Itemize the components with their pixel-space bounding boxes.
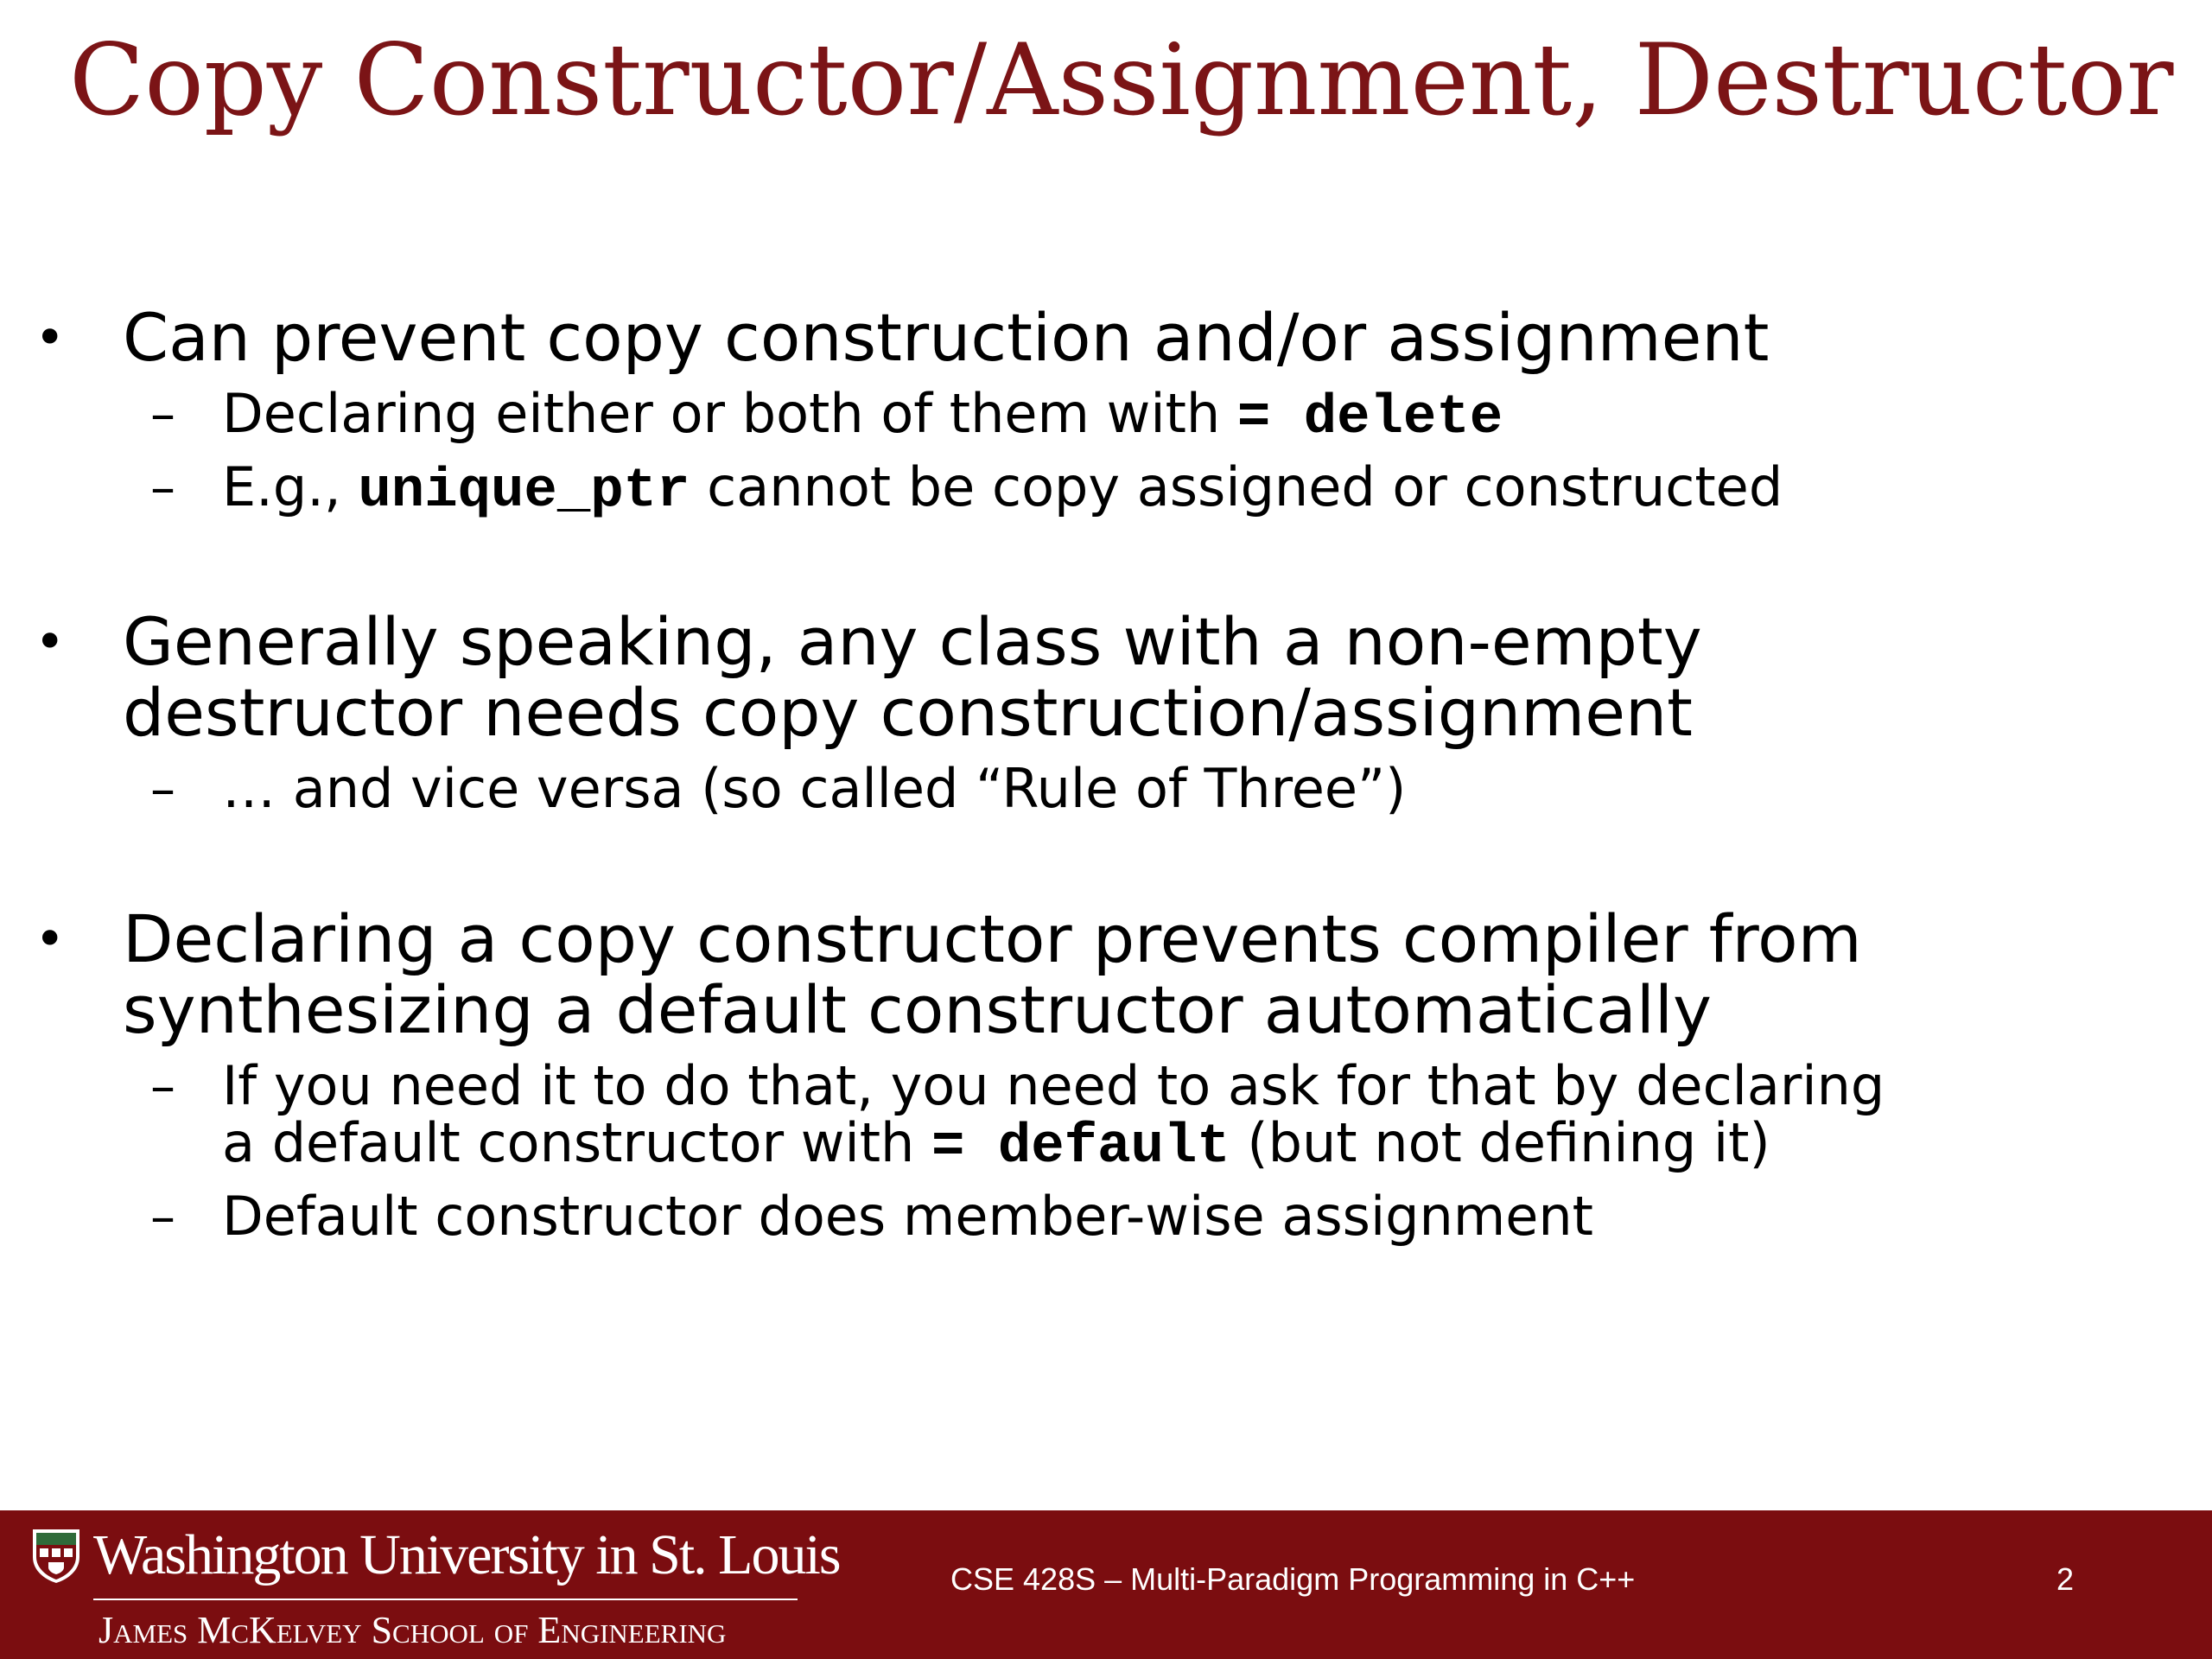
text-fragment: a default constructor with [222,1111,932,1174]
sub-bullet-text: Default constructor does member-wise assignment [222,1185,1593,1248]
sub-bullet-item [123,757,2212,820]
sub-bullet-marker: – [150,458,175,517]
university-logo [31,1519,840,1651]
sub-bullet-text [222,1054,2212,1179]
bullet-item [0,603,2212,820]
university-name: Washington University in St. Louis [93,1523,840,1586]
code-snippet: = delete [1236,387,1503,449]
bullet-text [123,603,2212,751]
bullet-text: Can prevent copy construction and/or assignment [123,299,1770,376]
sub-bullet-item [123,382,2212,449]
bullet-text-line: synthesizing a default constructor automatically [123,971,1712,1048]
sub-bullet-marker: – [150,1187,175,1246]
sub-bullet-item [123,1054,2212,1179]
bullet-list [0,299,2212,1248]
shield-icon [31,1528,81,1585]
code-snippet: = default [931,1116,1230,1179]
bullet-marker: • [35,909,66,969]
bullet-item [0,900,2212,1248]
course-name: CSE 428S – Multi-Paradigm Programming in C++ [950,1561,1636,1597]
page-number: 2 [2056,1561,2075,1597]
footer-bar [0,1510,2212,1659]
bullet-text-line: Declaring a copy constructor prevents compiler from [123,900,1862,977]
sub-bullet-item [123,455,2212,523]
sub-bullet-text [222,455,2212,523]
text-fragment: Declaring either or both of them with [222,382,1237,445]
bullet-text-line: Generally speaking, any class with a non-empty [123,603,1702,680]
sub-bullet-marker: – [150,385,175,443]
sub-bullet-list [123,382,2212,523]
text-fragment: cannot be copy assigned or constructed [690,455,1783,518]
bullet-marker: • [35,308,66,368]
slide-title: Copy Constructor/Assignment, Destructor [69,22,2174,137]
school-name: James McKelvey School of Engineering [99,1609,727,1651]
sub-bullet-list [123,1054,2212,1248]
sub-bullet-list [123,757,2212,820]
bullet-item [0,299,2212,523]
bullet-text-line: destructor needs copy construction/assignment [123,674,1693,751]
logo-divider [93,1599,798,1600]
sub-bullet-text [222,382,2212,449]
sub-bullet-marker: – [150,1057,175,1116]
sub-bullet-text: … and vice versa (so called “Rule of Three”) [222,757,1407,820]
bullet-text [123,900,2212,1048]
sub-bullet-text-line [222,1111,2212,1179]
sub-bullet-item [123,1185,2212,1248]
bullet-marker: • [35,612,66,672]
sub-bullet-marker: – [150,760,175,818]
sub-bullet-text-line: If you need it to do that, you need to ask for that by declaring [222,1054,1885,1117]
code-snippet: unique_ptr [358,461,690,523]
text-fragment: (but not defining it) [1230,1111,1770,1174]
text-fragment: E.g., [222,455,359,518]
